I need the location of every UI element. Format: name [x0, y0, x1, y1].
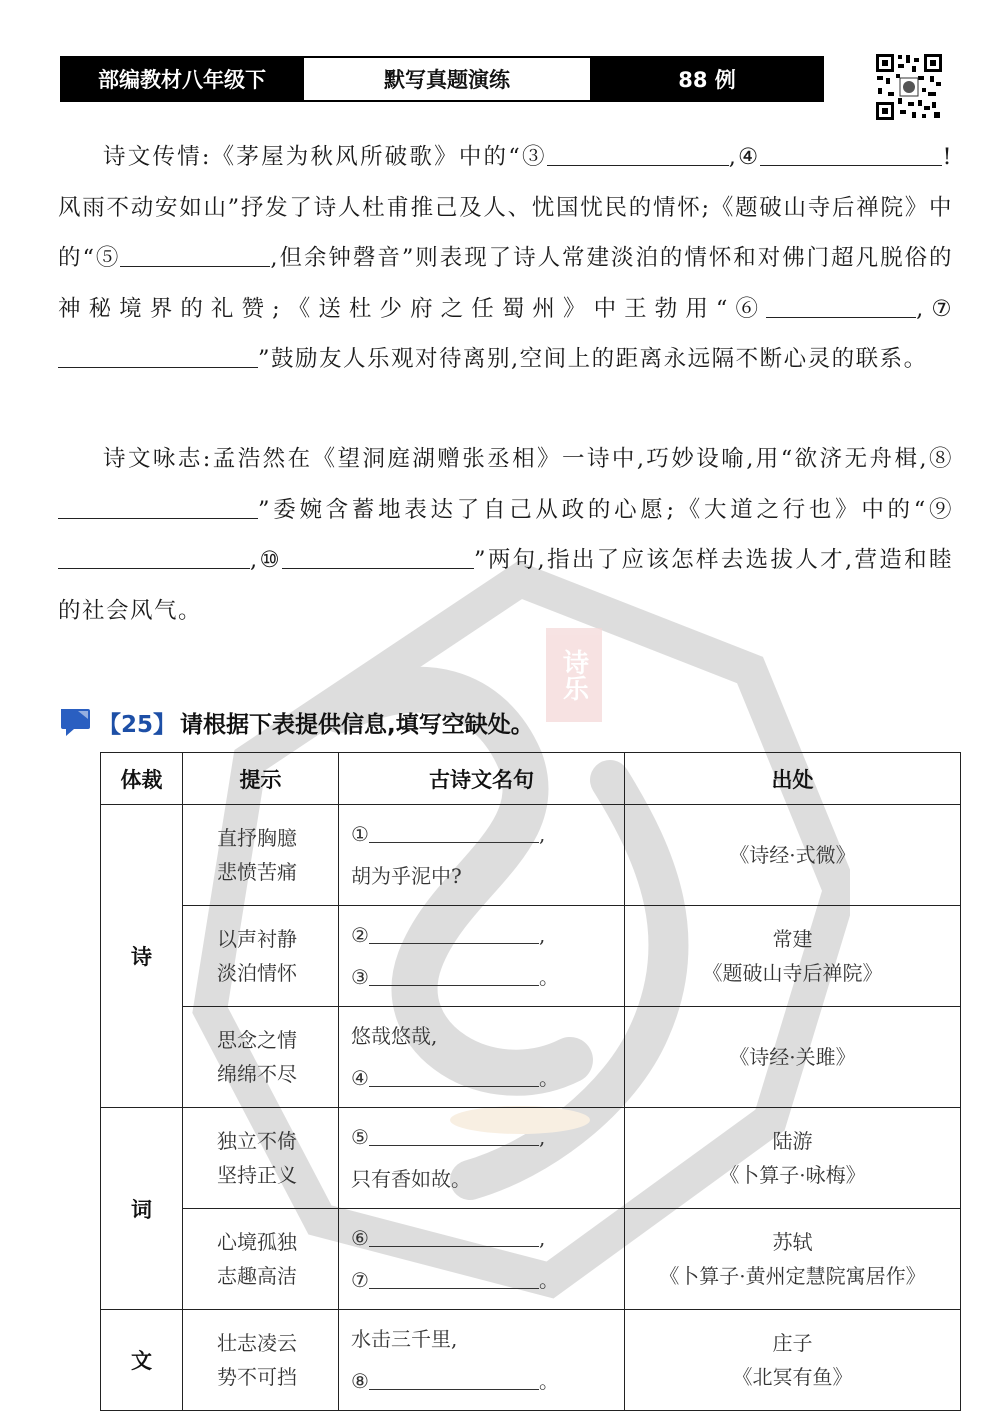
source-cell: 常建 《题破山寺后禅院》 [625, 906, 961, 1007]
col-header-hint: 提示 [183, 753, 339, 805]
header-grade: 部编教材八年级下 [62, 58, 302, 100]
blank-t5[interactable] [369, 1123, 539, 1146]
blank-t3[interactable] [369, 963, 539, 986]
col-header-genre: 体裁 [101, 753, 183, 805]
paragraph-aspiration [58, 434, 953, 636]
table-row [101, 906, 961, 1007]
blank-4[interactable] [760, 141, 942, 166]
genre-cell: 诗 [101, 805, 183, 1108]
blank-8[interactable] [58, 494, 258, 519]
line-cell: 悠哉悠哉, ④ 。 [339, 1007, 625, 1108]
line-cell: ⑥ , ⑦ 。 [339, 1209, 625, 1310]
seal-stamp: 诗乐 [546, 628, 602, 722]
blank-3[interactable] [547, 141, 729, 166]
line-cell: ① , 胡为乎泥中? [339, 805, 625, 906]
blank-5[interactable] [120, 242, 270, 267]
blank-10[interactable] [282, 544, 474, 569]
source-cell: 《诗经·关雎》 [625, 1007, 961, 1108]
genre-cell: 文 [101, 1310, 183, 1411]
qr-code-icon[interactable] [874, 52, 944, 122]
blank-6[interactable] [766, 293, 916, 318]
question-number: 【25】 [98, 711, 177, 738]
blank-t6[interactable] [369, 1224, 539, 1247]
table-header-row [101, 753, 961, 805]
paragraph-text: ,⑩ [250, 547, 282, 573]
paragraph-text: ”委婉含蓄地表达了自己从政的心愿;《大道之行也》中的“⑨ [258, 496, 953, 523]
speech-bubble-icon [58, 705, 92, 739]
hint-cell: 思念之情 绵绵不尽 [183, 1007, 339, 1108]
blank-7[interactable] [58, 343, 258, 368]
source-cell: 庄子 《北冥有鱼》 [625, 1310, 961, 1411]
source-cell: 陆游 《卜算子·咏梅》 [625, 1108, 961, 1209]
hint-cell: 独立不倚 坚持正义 [183, 1108, 339, 1209]
blank-t1[interactable] [369, 820, 539, 843]
blank-t7[interactable] [369, 1266, 539, 1289]
source-cell: 苏轼 《卜算子·黄州定慧院寓居作》 [625, 1209, 961, 1310]
paragraph-text: ,⑦ [916, 295, 954, 322]
hint-cell: 以声衬静 淡泊情怀 [183, 906, 339, 1007]
genre-cell: 词 [101, 1108, 183, 1310]
hint-cell: 心境孤独 志趣高洁 [183, 1209, 339, 1310]
blank-t2[interactable] [369, 921, 539, 944]
header-count: 88 例 [592, 58, 822, 100]
paragraph-text: ,但余钟磬音”则表现了诗人常建淡泊的情怀和对佛门超凡脱俗的神秘境界的礼赞;《送杜少府之任蜀州》中王勃用“⑥ [58, 245, 953, 322]
table-row [101, 1108, 961, 1209]
col-header-line: 古诗文名句 [339, 753, 625, 805]
hint-cell: 壮志凌云 势不可挡 [183, 1310, 339, 1411]
line-cell: 水击三千里, ⑧ 。 [339, 1310, 625, 1411]
paragraph-text: 诗文传情:《茅屋为秋风所破歌》中的“③ [103, 144, 547, 170]
page-header [60, 56, 824, 102]
hint-cell: 直抒胸臆 悲愤苦痛 [183, 805, 339, 906]
source-cell: 《诗经·式微》 [625, 805, 961, 906]
blank-9[interactable] [58, 544, 250, 569]
paragraph-emotion [58, 132, 953, 385]
poem-table [100, 752, 961, 1411]
line-cell: ⑤ , 只有香如故。 [339, 1108, 625, 1209]
table-row [101, 1209, 961, 1310]
paragraph-text: ”鼓励友人乐观对待离别,空间上的距离永远隔不断心灵的联系。 [258, 346, 928, 372]
blank-t4[interactable] [369, 1064, 539, 1087]
question-title [58, 700, 534, 744]
header-title: 默写真题演练 [302, 58, 592, 100]
table-row [101, 1310, 961, 1411]
col-header-source: 出处 [625, 753, 961, 805]
paragraph-text: 诗文咏志:孟浩然在《望洞庭湖赠张丞相》一诗中,巧妙设喻,用“欲济无舟楫,⑧ [103, 446, 953, 472]
question-text: 请根据下表提供信息,填写空缺处。 [180, 711, 534, 738]
paragraph-text: ”两句,指出了应该怎样去选拔人才,营造和睦的社会风气。 [58, 547, 953, 624]
table-row [101, 805, 961, 906]
paragraph-text: ,④ [728, 144, 761, 170]
paragraph-text: !风雨不动安如山”抒发了诗人杜甫推己及人、忧国忧民的情怀;《题破山寺后禅院》中的“⑤ [58, 144, 953, 271]
table-row [101, 1007, 961, 1108]
line-cell: ② , ③ 。 [339, 906, 625, 1007]
blank-t8[interactable] [369, 1367, 539, 1390]
